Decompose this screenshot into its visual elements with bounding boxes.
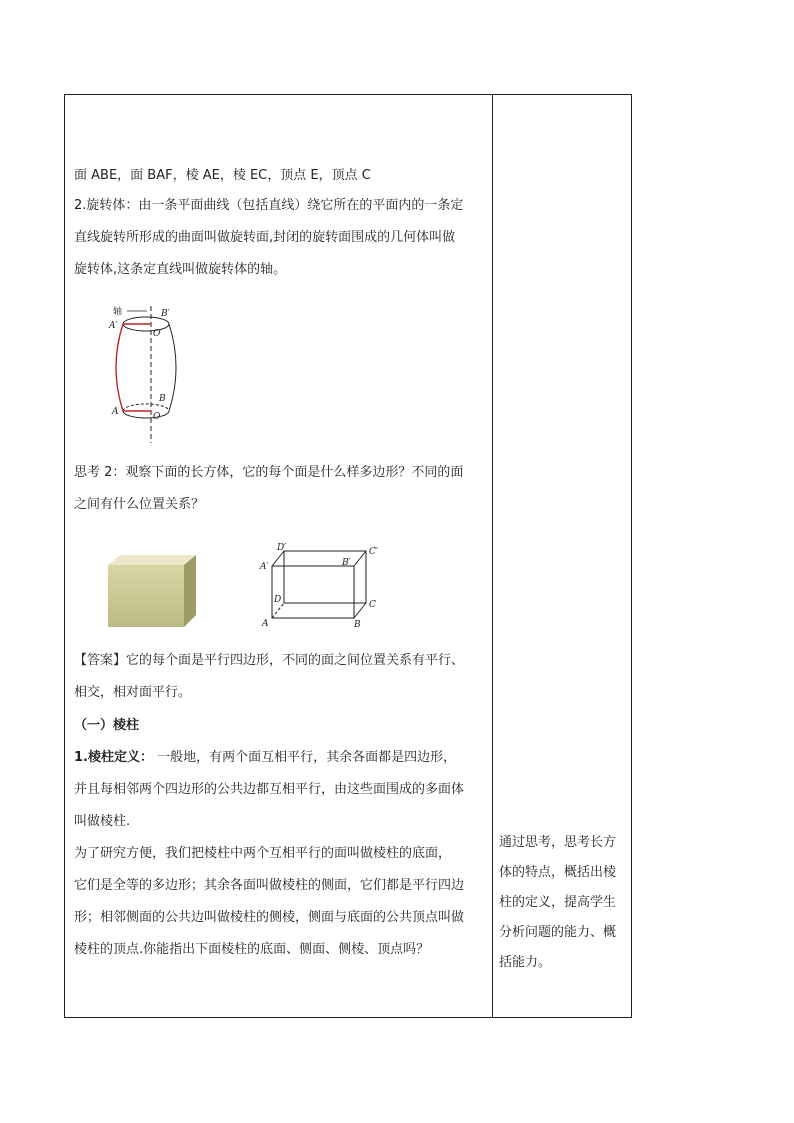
- bottom-ellipse-back: [123, 404, 169, 411]
- cuboid-photo: [100, 555, 200, 635]
- side-line: 柱的定义，提高学生: [499, 895, 617, 910]
- answer-line: 【答案】它的每个面是平行四边形，不同的面之间位置关系有平行、: [74, 653, 465, 668]
- label-b-prime: B′: [342, 558, 351, 568]
- cuboid-top-face: [108, 555, 196, 565]
- label-a-prime: A′: [260, 562, 269, 572]
- research-line: 为了研究方便，我们把棱柱中两个互相平行的面叫做棱柱的底面，: [74, 846, 452, 861]
- edge-bc: [354, 603, 366, 618]
- rotation-line: 直线旋转所形成的曲面叫做旋转面,封闭的旋转面围成的几何体叫做: [74, 230, 456, 245]
- rotation-definition: [74, 192, 486, 284]
- label-d: D: [274, 595, 282, 605]
- cuboid-front-face: [108, 565, 184, 627]
- right-contour: [169, 324, 176, 411]
- think-line: 之间有什么位置关系？: [74, 497, 205, 512]
- research-paragraph: [74, 840, 486, 964]
- label-d-prime: D′: [277, 543, 287, 553]
- edge-b1c1: [354, 551, 366, 566]
- label-o: O: [153, 412, 161, 422]
- definition-line: [74, 744, 486, 772]
- label-c: C: [369, 600, 376, 610]
- research-line: 形；相邻侧面的公共边叫做棱柱的侧棱，侧面与底面的公共顶点叫做: [74, 910, 465, 925]
- text-line-1: 面 ABE，面 BAF，棱 AE，棱 EC，顶点 E，顶点 C: [74, 168, 371, 183]
- lesson-table: [64, 94, 632, 1018]
- label-a-prime: A′: [109, 321, 118, 331]
- label-b: B: [354, 620, 361, 630]
- rotation-line: 2.旋转体：由一条平面曲线（包括直线）绕它所在的平面内的一条定: [74, 198, 464, 213]
- label-c-prime: C′: [369, 547, 378, 557]
- definition-line: 叫做棱柱.: [74, 814, 131, 829]
- think-question-2: [74, 459, 486, 519]
- design-intent-cell: [499, 828, 625, 978]
- definition-label: 1.棱柱定义：: [74, 750, 153, 765]
- definition-line: 并且每相邻两个四边形的公共边都互相平行，由这些面围成的多面体: [74, 782, 465, 797]
- section-title: （一）棱柱: [74, 718, 140, 733]
- definition-text: 一般地，有两个面互相平行，其余各面都是四边形，: [152, 750, 457, 765]
- rotation-line: 旋转体,这条定直线叫做旋转体的轴。: [74, 262, 287, 277]
- label-b: B: [159, 394, 166, 404]
- label-a: A: [262, 619, 269, 629]
- answer-block: [74, 647, 486, 707]
- side-line: 分析问题的能力、概: [499, 925, 617, 940]
- answer-line: 相交，相对面平行。: [74, 685, 192, 700]
- think-line: 思考 2：观察下面的长方体，它的每个面是什么样多边形？不同的面: [74, 465, 464, 480]
- cuboid-diagram: [254, 543, 394, 632]
- generating-curve: [116, 324, 123, 411]
- column-divider: [492, 95, 493, 1017]
- research-line: 它们是全等的多边形；其余各面叫做棱柱的侧面，它们都是平行四边: [74, 878, 465, 893]
- rotation-body-figure: [99, 301, 189, 441]
- edge-a1d1: [272, 551, 284, 566]
- cuboid-side-face: [184, 555, 196, 627]
- prism-definition: [74, 744, 486, 836]
- side-line: 体的特点，概括出棱: [499, 865, 617, 880]
- research-line: 棱柱的顶点.你能指出下面棱柱的底面、侧面、侧棱、顶点吗？: [74, 942, 430, 957]
- label-a: A: [112, 407, 119, 417]
- side-line: 括能力。: [499, 955, 552, 970]
- label-b-prime: B′: [161, 309, 170, 319]
- bottom-ellipse-front: [123, 411, 169, 418]
- axis-label: 轴: [113, 307, 123, 317]
- side-line: 通过思考，思考长方: [499, 835, 617, 850]
- label-o-prime: O′: [153, 329, 163, 339]
- hidden-edge-ad: [272, 603, 284, 618]
